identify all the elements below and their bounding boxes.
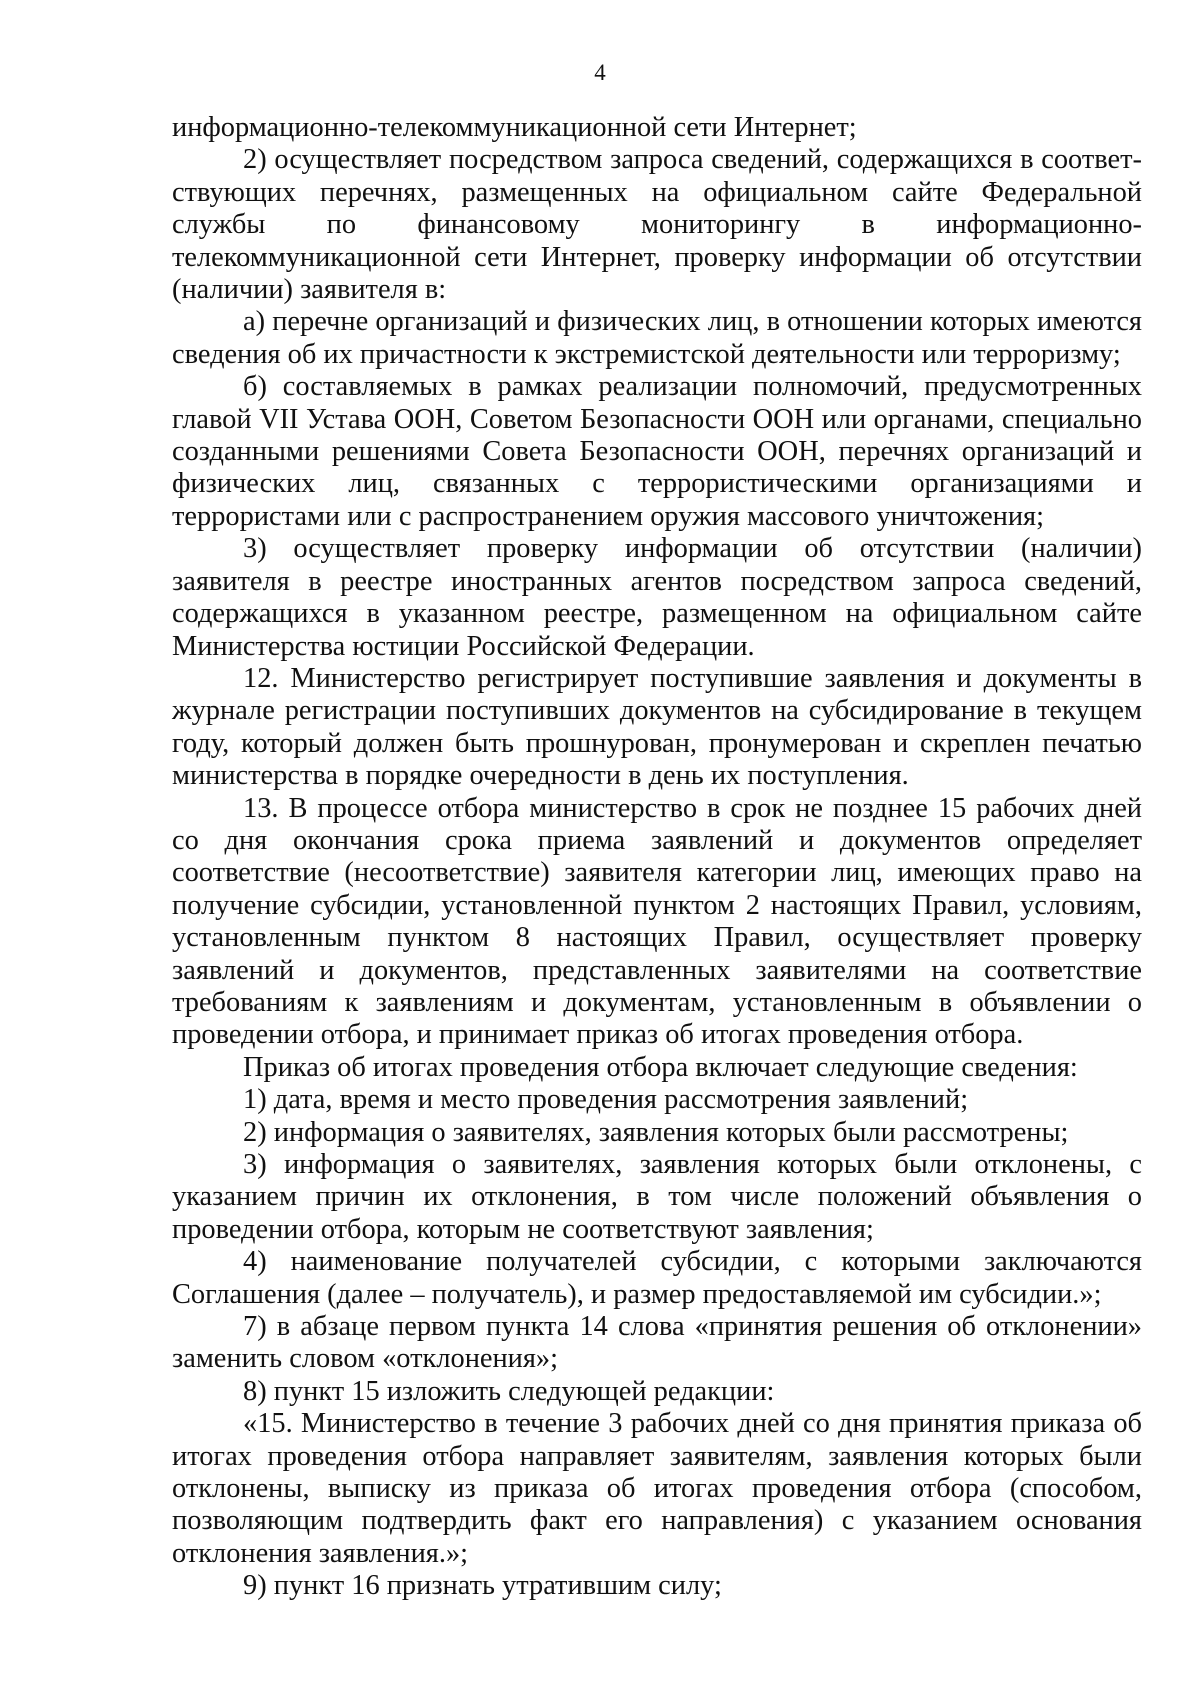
paragraph-10: 2) информация о заявителях, заявления которых были рассмотрены; (243, 1116, 1069, 1148)
paragraph-16: 9) пункт 16 признать утратившим силу; (243, 1570, 722, 1602)
paragraph-7: 13. В процессе отбора министерство в срок не позднее 15 рабочих дней со дня окончания срока приема заявлений и документов определяет соответствие (несоответствие) заявителя категории лиц, имеющих право на получение субсидии, установленной пунктом 2 настоящих Правил, условиям, установленным пунктом 8 настоящих Правил, осуществляет проверку заявлений и документов, представленных заявителями на соответствие требованиям к заявлениям и документам, установленным в объявлении о проведении отбора, и принимает приказ об итогах проведения отбора. (172, 792, 1142, 1051)
paragraph-2: 2) осуществляет посредством запроса сведений, содержащихся в соответ-ствующих перечнях, размещенных на официальном сайте Федеральной службы по финансовому мониторингу в информационно-телекоммуникационной сети Интернет, проверку информации об отсутствии (наличии) заявителя в: (172, 144, 1142, 306)
paragraph-15: «15. Министерство в течение 3 рабочих дней со дня принятия приказа об итогах проведения отбора направляет заявителям, заявления которых были отклонены, выписку из приказа об итогах проведения отбора (способом, позволяющим подтвердить факт его направления) с указанием основания отклонения заявления.»; (172, 1408, 1142, 1569)
paragraph-11: 3) информация о заявителях, заявления которых были отклонены, с указанием причин их отклонения, в том числе положений объявления о проведении отбора, которым не соответствуют заявления; (172, 1149, 1142, 1245)
document-body (172, 112, 1142, 1603)
paragraph-13: 7) в абзаце первом пункта 14 слова «принятия решения об отклонении» заменить словом «отклонения»; (172, 1311, 1142, 1375)
paragraph-1: информационно-телекоммуникационной сети Интернет; (172, 112, 857, 143)
paragraph-3: а) перечне организаций и физических лиц, в отношении которых имеются сведения об их причастности к экстремистской деятельности или терроризму; (172, 306, 1142, 370)
paragraph-6: 12. Министерство регистрирует поступившие заявления и документы в журнале регистрации поступивших документов на субсидирование в текущем году, который должен быть прошнурован, пронумерован и скреплен печатью министерства в порядке очередности в день их поступления. (172, 662, 1142, 792)
paragraph-14: 8) пункт 15 изложить следующей редакции: (243, 1375, 775, 1407)
paragraph-8: Приказ об итогах проведения отбора включает следующие сведения: (243, 1051, 1078, 1083)
paragraph-9: 1) дата, время и место проведения рассмотрения заявлений; (243, 1084, 969, 1116)
paragraph-12: 4) наименование получателей субсидии, с которыми заключаются Соглашения (далее – получатель), и размер предоставляемой им субсидии.»; (172, 1246, 1142, 1310)
paragraph-4: б) составляемых в рамках реализации полномочий, предусмотренных главой VII Устава ООН, Советом Безопасности ООН или органами, специально созданными решениями Совета Безопасности ООН, перечнях организаций и физических лиц, связанных с террористическими организациями и террористами или с распространением оружия массового уничтожения; (172, 371, 1142, 532)
paragraph-5: 3) осуществляет проверку информации об отсутствии (наличии) заявителя в реестре иностранных агентов посредством запроса сведений, содержащихся в указанном реестре, размещенном на официальном сайте Министерства юстиции Российской Федерации. (172, 533, 1142, 662)
page-number: 4 (594, 60, 606, 85)
